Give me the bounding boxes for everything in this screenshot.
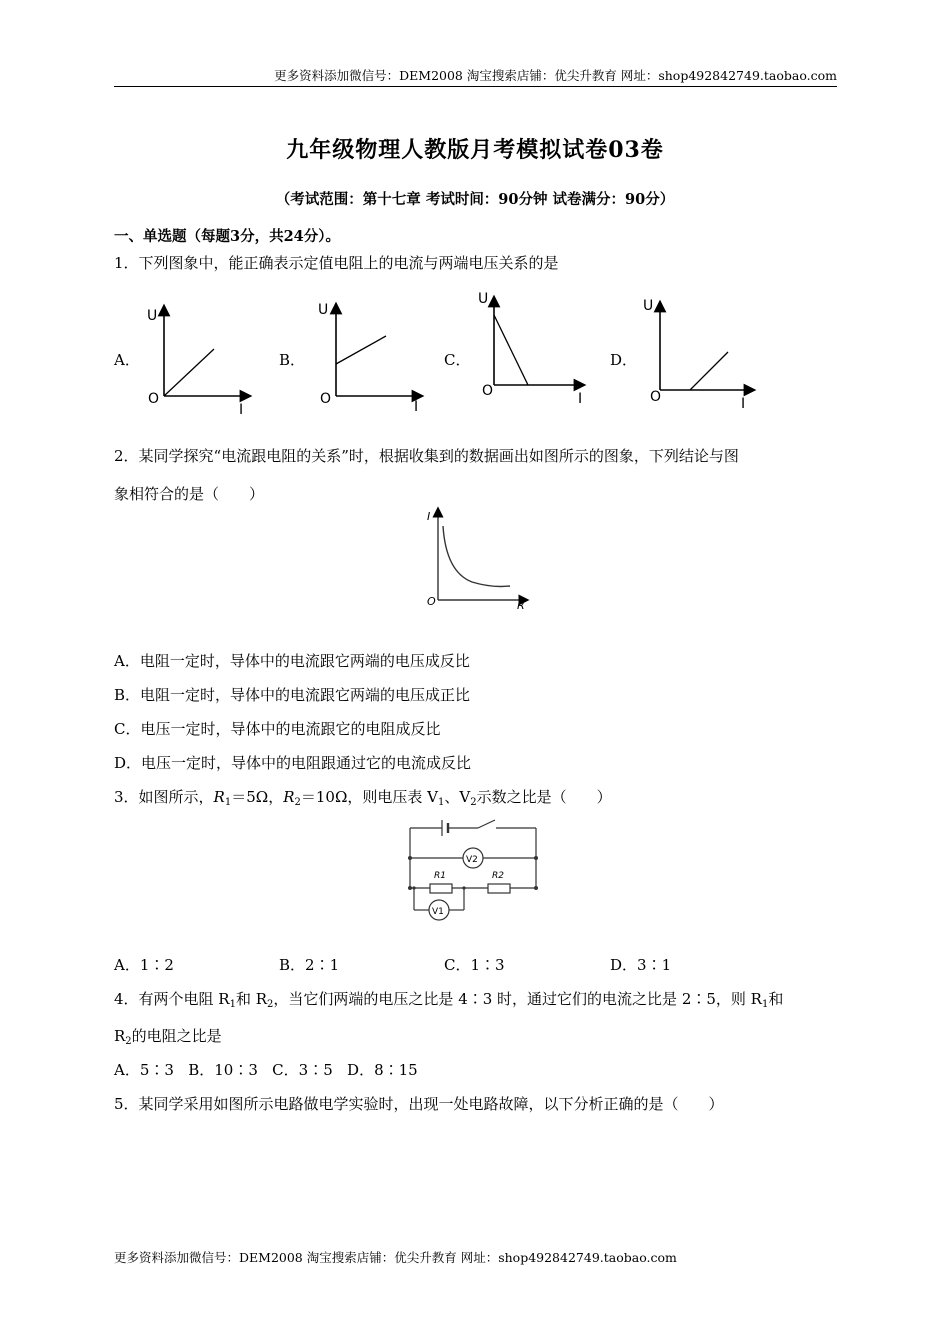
graph-line bbox=[164, 349, 214, 396]
q1-option-c-label: C． bbox=[444, 351, 471, 369]
q2-option-c: C．电压一定时，导体中的电流跟它的电阻成反比 bbox=[114, 720, 441, 738]
q2-stem-line1: 2．某同学探究“电流跟电阻的关系”时，根据收集到的数据画出如图所示的图象，下列结论与图 bbox=[114, 447, 739, 465]
q4-stem-line1: 4．有两个电阻 $R_1$和 $R_2$，当它们两端的电压之比是 4∶3 时，通过它们的电流之比是 2∶5，则 $R_1$和 bbox=[114, 990, 784, 1010]
axis-label-r: R bbox=[517, 599, 525, 612]
origin-label: O bbox=[650, 389, 662, 405]
q1-graph-b bbox=[312, 296, 432, 416]
q1-stem: 1．下列图象中，能正确表示定值电阻上的电流与两端电压关系的是 bbox=[114, 254, 559, 272]
page-header: 更多资料添加微信号：DEM2008 淘宝搜索店铺：优尖升教育 网址：shop492842749.taobao.com bbox=[274, 68, 837, 83]
axis-label-i: I bbox=[578, 391, 583, 407]
label-r1: R1 bbox=[434, 871, 446, 881]
q1-graph-c bbox=[474, 285, 594, 410]
axis-label-i: I bbox=[414, 399, 419, 415]
resistor-r1 bbox=[430, 884, 452, 893]
graph-line bbox=[690, 352, 728, 390]
q1-option-d-label: D． bbox=[610, 351, 638, 369]
axis-label-i: I bbox=[239, 402, 244, 416]
q1-option-b-label: B． bbox=[279, 351, 306, 369]
resistor-r2 bbox=[488, 884, 510, 893]
exam-info: （考试范围：第十七章 考试时间：90分钟 试卷满分：90分） bbox=[275, 191, 675, 208]
header-divider bbox=[114, 86, 837, 87]
origin-label: O bbox=[320, 391, 332, 407]
origin-label: O bbox=[148, 391, 160, 407]
axis-label-i: I bbox=[427, 510, 431, 523]
label-r2: R2 bbox=[492, 871, 504, 881]
origin-label: O bbox=[482, 383, 494, 399]
axis-label-u: U bbox=[643, 298, 654, 314]
axis-label-u: U bbox=[478, 291, 489, 307]
q3-stem: 3．如图所示，$R_1=5\Omega$，$R_2=10\Omega$，则电压表 $V_1$、$V_2$示数之比是（ ） bbox=[114, 788, 612, 808]
axis-label-u: U bbox=[147, 308, 158, 324]
q1-graph-d bbox=[640, 294, 760, 414]
axis-label-i: I bbox=[741, 396, 746, 412]
inverse-curve bbox=[443, 526, 510, 587]
q2-option-b: B．电阻一定时，导体中的电流跟它两端的电压成正比 bbox=[114, 686, 471, 704]
q5-stem: 5．某同学采用如图所示电路做电学实验时，出现一处电路故障，以下分析正确的是（ ） bbox=[114, 1095, 724, 1113]
section-heading-single-choice: 一、单选题（每题3分，共24分）。 bbox=[114, 228, 341, 245]
label-v1: V1 bbox=[432, 907, 444, 917]
q2-option-a: A．电阻一定时，导体中的电流跟它两端的电压成反比 bbox=[114, 652, 470, 670]
q4-options: A．5∶3 B．10∶3 C．3∶5 D．8∶15 bbox=[114, 1061, 418, 1079]
axis-label-u: U bbox=[318, 302, 329, 318]
q3-option-c: C．1∶3 bbox=[444, 956, 505, 974]
page-footer: 更多资料添加微信号：DEM2008 淘宝搜索店铺：优尖升教育 网址：shop492842749.taobao.com bbox=[114, 1250, 677, 1265]
q4-stem-line2: $R_2$的电阻之比是 bbox=[114, 1027, 222, 1047]
q3-circuit bbox=[400, 814, 545, 926]
q1-option-a-label: A． bbox=[114, 351, 140, 369]
graph-line bbox=[336, 336, 386, 364]
origin-label: O bbox=[427, 595, 436, 608]
q2-graph bbox=[422, 506, 532, 612]
graph-line bbox=[494, 315, 528, 385]
q3-option-d: D．3∶1 bbox=[610, 956, 672, 974]
q2-stem-line2: 象相符合的是（ ） bbox=[114, 485, 265, 503]
switch-blade bbox=[478, 820, 495, 828]
q3-option-b: B．2∶1 bbox=[279, 956, 340, 974]
q1-graph-a bbox=[140, 296, 260, 416]
label-v2: V2 bbox=[466, 855, 478, 865]
exam-title: 九年级物理人教版月考模拟试卷03卷 bbox=[286, 137, 664, 163]
q3-option-a: A．1∶2 bbox=[114, 956, 174, 974]
q2-option-d: D．电压一定时，导体中的电阻跟通过它的电流成反比 bbox=[114, 754, 472, 772]
